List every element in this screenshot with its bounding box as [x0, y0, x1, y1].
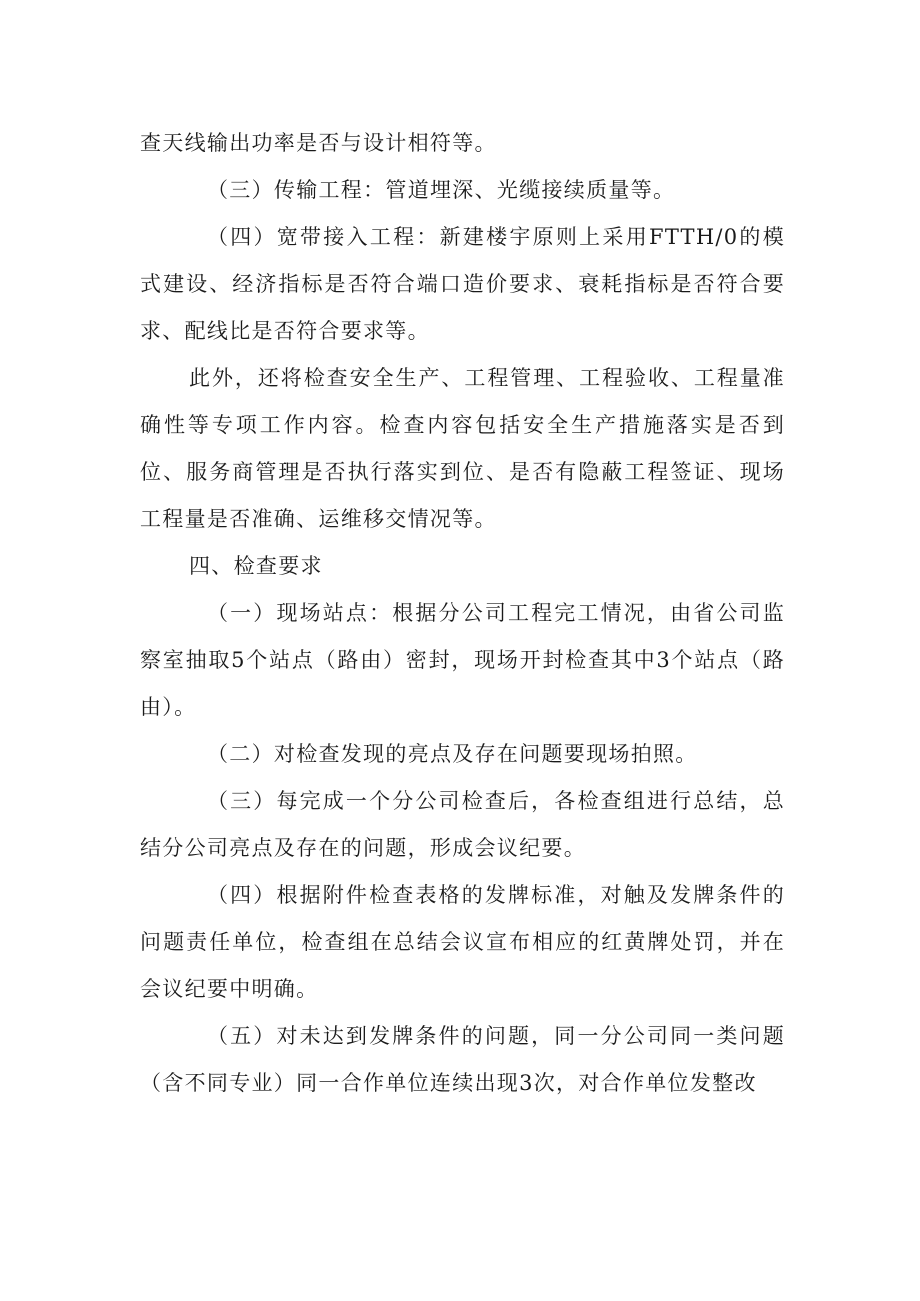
- paragraph-card-penalty: （四）根据附件检查表格的发牌标准，对触及发牌条件的问题责任单位，检查组在总结会议宣布相应的红黄牌处罚，并在会议纪要中明确。: [140, 883, 785, 1001]
- paragraph-photo-evidence: （二）对检查发现的亮点及存在问题要现场拍照。: [207, 742, 698, 766]
- paragraph-broadband-access: （四）宽带接入工程：新建楼宇原则上采用FTTH/0的模式建设、经济指标是否符合端口造价要求、衰耗指标是否符合要求、配线比是否符合要求等。: [140, 225, 785, 343]
- paragraph-site-selection: （一）现场站点：根据分公司工程完工情况，由省公司监察室抽取5个站点（路由）密封，现场开封检查其中3个站点（路由）。: [140, 601, 785, 719]
- paragraph-summary-meeting: （三）每完成一个分公司检查后，各检查组进行总结，总结分公司亮点及存在的问题，形成会议纪要。: [140, 789, 785, 860]
- paragraph-antenna-power: 查天线输出功率是否与设计相符等。: [140, 131, 497, 155]
- paragraph-special-checks: 此外，还将检查安全生产、工程管理、工程验收、工程量准确性等专项工作内容。检查内容包括安全生产措施落实是否到位、服务商管理是否执行落实到位、是否有隐蔽工程签证、现场工程量是否准确、运维移交情况等。: [140, 366, 785, 531]
- paragraph-rectification: （五）对未达到发牌条件的问题，同一分公司同一类问题（含不同专业）同一合作单位连续出现3次，对合作单位发整改: [140, 1024, 785, 1095]
- document-body: [140, 120, 785, 1107]
- paragraph-transmission-engineering: （三）传输工程：管道埋深、光缆接续质量等。: [207, 178, 676, 202]
- section-heading-inspection-requirements: 四、检查要求: [189, 554, 323, 578]
